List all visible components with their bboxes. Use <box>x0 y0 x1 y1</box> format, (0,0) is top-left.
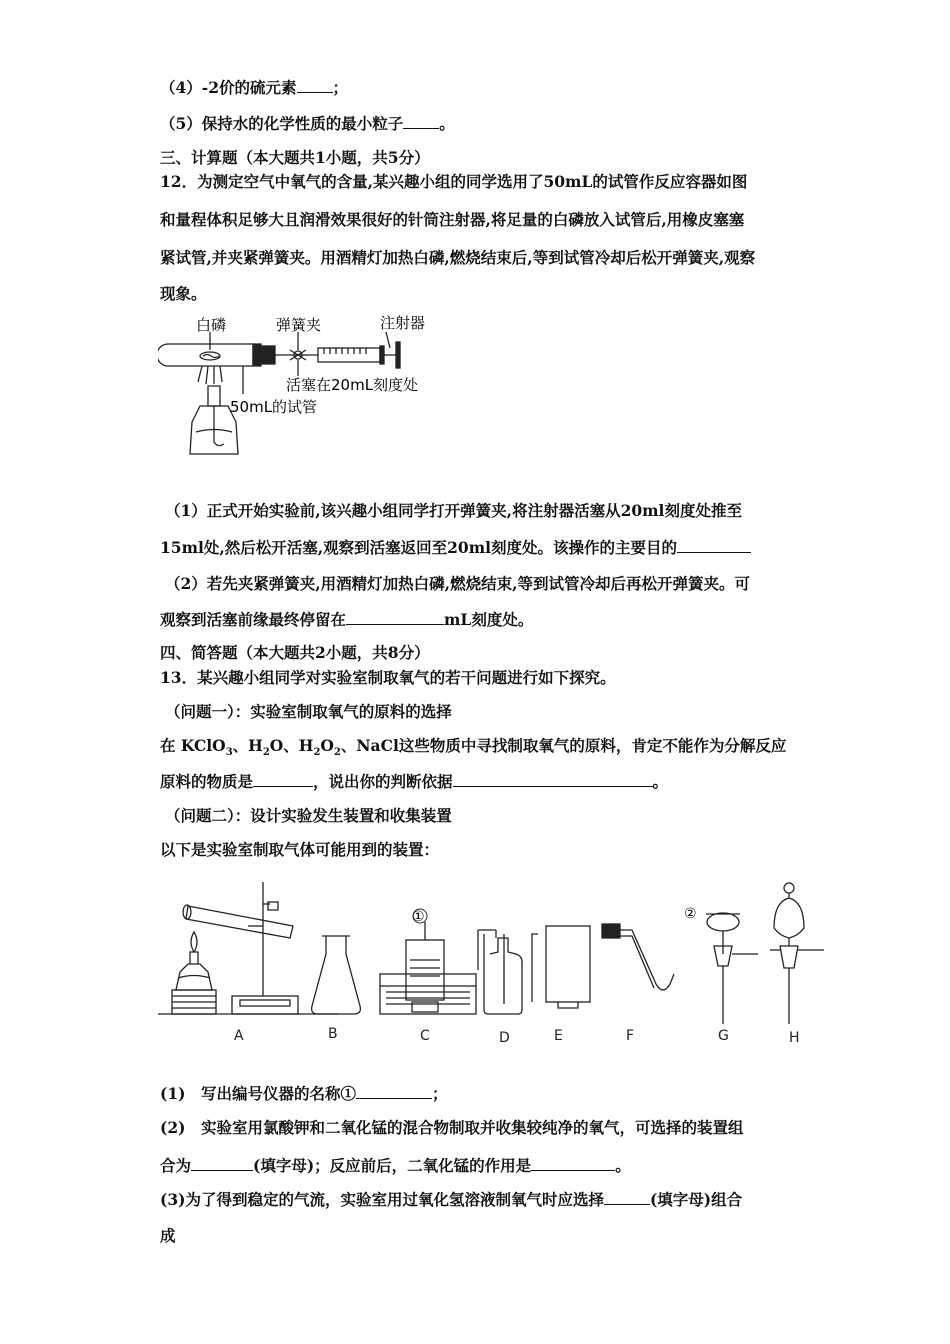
chem-m2: O、H <box>269 736 314 755</box>
q12-line2: 和量程体积足够大且润滑效果很好的针筒注射器,将足量的白磷放入试管后,用橡皮塞塞 <box>160 210 745 229</box>
q13-2-c: 。 <box>615 1156 631 1175</box>
q12-1-line2 <box>160 538 751 558</box>
q4-suffix: ； <box>332 78 349 97</box>
mark-2: ② <box>684 906 697 922</box>
q12-2-text: 观察到活塞前缘最终停留在 <box>160 610 347 629</box>
q12-1-line1: （1）正式开始实验前,该兴趣小组同学打开弹簧夹,将注射器活塞从20ml刻度处推至 <box>165 501 742 520</box>
q4-blank[interactable] <box>297 78 333 93</box>
q13-1-suffix: ； <box>431 1084 448 1103</box>
raw-prefix: 原料的物质是 <box>160 772 254 791</box>
q12-2-line2 <box>160 610 533 630</box>
label-piston: 活塞在20mL刻度处 <box>286 376 419 394</box>
q13-3-suffix: (填字母)组合 <box>649 1190 743 1209</box>
q13-2-a: 合为 <box>160 1156 192 1175</box>
q4-line <box>160 78 348 98</box>
q13-3-text: (3)为了得到稳定的气流，实验室用过氧化氢溶液制氧气时应选择 <box>160 1190 604 1209</box>
q13-1-blank[interactable] <box>356 1084 432 1099</box>
raw-blank-1[interactable] <box>253 772 313 787</box>
device-label: E <box>554 1028 563 1044</box>
device-label: C <box>420 1028 430 1044</box>
q12-1-blank[interactable] <box>677 538 751 553</box>
q4-text: （4）-2价的硫元素 <box>160 78 297 97</box>
q13-2-line2 <box>160 1156 631 1176</box>
device-label: G <box>718 1028 729 1044</box>
q13-1-text: (1) 写出编号仪器的名称① <box>160 1084 356 1103</box>
device-labels <box>234 1026 800 1046</box>
q12-line1: 12．为测定空气中氧气的含量,某兴趣小组的同学选用了50mL的试管作反应容器如图 <box>160 172 748 191</box>
chem-sub3: 2 <box>313 747 321 759</box>
q12-2-blank[interactable] <box>346 610 444 625</box>
figure-oxygen-apparatus <box>158 314 458 484</box>
q5-line <box>160 114 455 134</box>
device-label: B <box>328 1026 338 1042</box>
raw-suffix: 。 <box>652 772 669 791</box>
label-phosphorus: 白磷 <box>196 316 227 334</box>
q5-suffix: 。 <box>439 114 455 133</box>
figure-lab-apparatus <box>158 874 828 1049</box>
chem-sub2: 2 <box>262 747 270 759</box>
q13-3-line2: 成 <box>160 1226 176 1245</box>
q13-3-line1 <box>160 1190 742 1210</box>
chem-sub4: 2 <box>333 747 341 759</box>
q12-1-text: 15ml处,然后松开活塞,观察到活塞返回至20ml刻度处。该操作的主要目的 <box>160 538 678 557</box>
q5-blank[interactable] <box>403 114 439 129</box>
q12-line4: 现象。 <box>160 284 207 303</box>
q5-text: （5）保持水的化学性质的最小粒子 <box>160 114 404 133</box>
q13-issue2: （问题二）：设计实验发生装置和收集装置 <box>165 806 452 825</box>
q13-3-blank[interactable] <box>604 1190 650 1205</box>
device-label: H <box>789 1030 800 1046</box>
q13-2-b: (填字母)；反应前后，二氧化锰的作用是 <box>253 1156 532 1175</box>
section4-heading: 四、简答题（本大题共2小题，共8分） <box>160 643 430 662</box>
section3-heading: 三、计算题（本大题共1小题，共5分） <box>160 148 430 167</box>
device-label: D <box>499 1030 510 1046</box>
q13-2-blank-2[interactable] <box>531 1156 615 1171</box>
mark-1: ① <box>412 909 425 925</box>
chem-m1: 、H <box>232 736 263 755</box>
q12-2-suffix: mL刻度处。 <box>444 610 534 629</box>
raw-blank-2[interactable] <box>453 772 653 787</box>
q13-devices-intro: 以下是实验室制取气体可能用到的装置： <box>160 840 440 859</box>
chem-pre: 在 KClO <box>160 736 226 755</box>
q13-2-blank-1[interactable] <box>191 1156 253 1171</box>
q13-issue1: （问题一）：实验室制取氧气的原料的选择 <box>165 702 452 721</box>
chem-m3: O <box>320 736 334 755</box>
device-label: A <box>234 1028 244 1044</box>
label-syringe: 注射器 <box>380 314 426 332</box>
q13-2-line1: (2) 实验室用氯酸钾和二氧化锰的混合物制取并收集较纯净的氧气，可选择的装置组 <box>160 1118 744 1137</box>
q13-chem-line <box>160 736 786 763</box>
chem-post: 、NaCl这些物质中寻找制取氧气的原料，肯定不能作为分解反应 <box>340 736 787 755</box>
q13-1-line <box>160 1084 447 1104</box>
q12-2-line1: （2）若先夹紧弹簧夹,用酒精灯加热白磷,燃烧结束,等到试管冷却后再松开弹簧夹。可 <box>165 574 750 593</box>
chem-sub1: 3 <box>225 747 233 759</box>
device-label: F <box>626 1028 635 1044</box>
q13-raw-line <box>160 772 668 792</box>
label-clip: 弹簧夹 <box>276 316 322 334</box>
raw-mid: ，说出你的判断依据 <box>313 772 453 791</box>
label-tube: 50mL的试管 <box>230 398 318 416</box>
q13-intro: 13．某兴趣小组同学对实验室制取氧气的若干问题进行如下探究。 <box>160 668 616 687</box>
q12-line3: 紧试管,并夹紧弹簧夹。用酒精灯加热白磷,燃烧结束后,等到试管冷却后松开弹簧夹,观察 <box>160 248 756 267</box>
